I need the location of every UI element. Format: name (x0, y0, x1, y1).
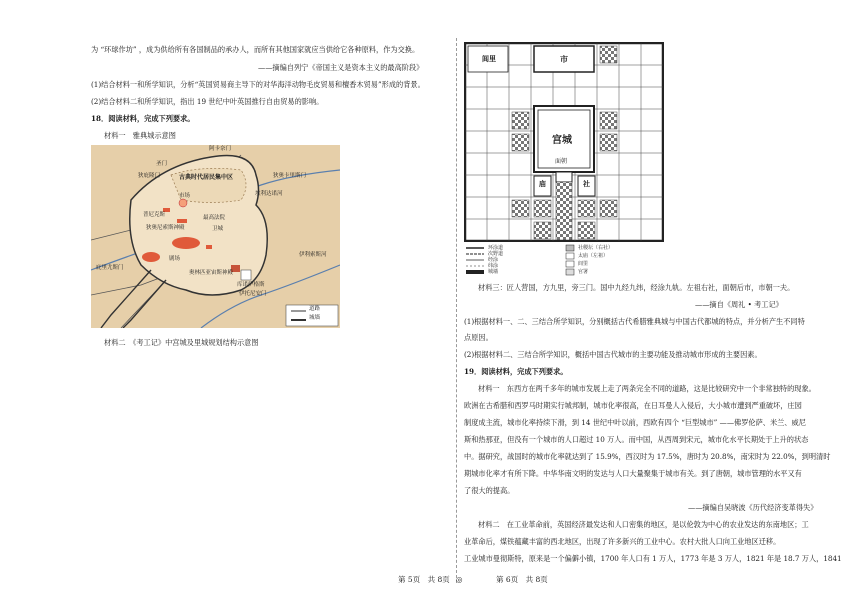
legend-item: 城墙 (488, 269, 499, 275)
material-19-1-line: 中。据研究，战国时的城市化率就达到了 15.9%，西汉时为 17.5%，唐时为 20.8%，南宋时为 22.0%，到明清时 (464, 452, 831, 461)
map-label: 埃利达诺河 (255, 191, 283, 197)
grid-label-altar: 社 (583, 179, 590, 188)
map-label: 伊托尼安门 (239, 291, 267, 297)
legend-item: 社稷坛（右社） (578, 245, 614, 251)
map-label: 古典时代居民集中区 (179, 174, 234, 181)
material-19-1-line: 了很大的提高。 (464, 486, 515, 495)
legend-item: 闾里 (578, 261, 589, 267)
legend-item: 纬涂 (488, 263, 499, 269)
legend-item: 官署 (578, 269, 589, 275)
map-label: 奥林匹亚宙斯神殿 (189, 270, 234, 276)
material-19-2-line: 业革命后，煤铁蕴藏丰富的西北地区，出现了许多新兴的工业中心。农村大批人口向工业地区迁移。 (464, 537, 781, 546)
capital-plan-diagram (464, 42, 664, 242)
question-1: (1)结合材料一和所学知识，分析“英国贸易商主导下的对华海洋动物毛皮贸易和檀香木贸易”形成的背景。 (91, 80, 425, 89)
map-label: 库诺萨格斯 (237, 282, 265, 288)
material-19-1-line: 制度成主流，城市化率持续下滑，到 14 世纪中叶以前，西欧有四个 “巨型城市” ——佛罗伦萨、米兰、威尼 (464, 418, 806, 427)
map-label: 圣门 (156, 161, 168, 167)
question-18-1: (1)根据材料一、二、三结合所学知识，分别概括古代希腊雅典城与中国古代都城的特点，并分析产生不同特 (464, 317, 805, 326)
material-1-caption: 材料一 雅典城示意图 (104, 131, 176, 140)
map-legend-wall: 城墙 (309, 315, 321, 321)
material-19-2-line: 工业城市曼彻斯特，原来是一个偏僻小镇，1700 年人口有 1 万人，1773 年是 3 万人，1821 年是 18.7 万人，1841 (464, 554, 842, 563)
grid-label-court: 面朝 (555, 158, 568, 165)
material-19-2-line: 材料二 在工业革命前，英国经济最发达和人口密集的地区，是以伦敦为中心的农业发达的东南地区；工 (478, 520, 809, 529)
column-divider (456, 38, 457, 583)
grid-label-ancestral: 庙 (539, 179, 546, 188)
material-19-1-line: 斯和热那亚，但没有一个城市的人口超过 10 万人。而中国，从西周到宋元，城市化水平长期处于上升的状态 (464, 435, 809, 444)
question-18-1-cont: 点原因。 (464, 333, 493, 342)
source-citation: ——摘编自列宁《帝国主义是资本主义的最高阶段》 (258, 63, 424, 72)
map-label: 伊利索斯河 (299, 252, 327, 258)
page-number-left: 第 5页 共 8页 (398, 575, 450, 584)
athens-city-map (91, 145, 340, 328)
map-label: 卫城 (212, 226, 224, 232)
map-label: 狄庇隆门 (138, 173, 161, 179)
question-18-2: (2)根据材料二、三结合所学知识，概括中国古代城市的主要功能及推动城市形成的主要因素。 (464, 350, 762, 359)
diagram-legend (464, 244, 664, 276)
legend-item: 经涂 (488, 257, 499, 263)
grid-label-palace: 宫城 (552, 135, 572, 146)
legend-item: 环涂道 (488, 245, 504, 251)
map-label: 剧场 (169, 256, 181, 262)
material-19-1-line: 欧洲在古希腊和西罗马时期实行城邦制，城市化率很高，在日耳曼人入侵后，大小城市遭到严重破坏，庄园 (464, 401, 802, 410)
map-label: 阿卡奈门 (209, 146, 232, 152)
grid-label-market: 市 (560, 54, 568, 64)
source-citation: ——摘自《周礼 • 考工记》 (695, 300, 783, 309)
map-label: 狄奥尼索斯神殿 (146, 225, 185, 231)
source-citation: ——摘编自吴晓波《历代经济变革得失》 (688, 503, 818, 512)
text-line: 为 “环球作坊” ，成为供给所有各国制品的承办人，而所有其他国家就应当供给它各种原料，作为交换。 (91, 45, 420, 54)
question-2: (2)结合材料二和所学知识，指出 19 世纪中叶英国推行自由贸易的影响。 (91, 97, 324, 106)
material-19-1-line: 期城市化率才有所下降。中华华南文明的发达与人口大量聚集于城市有关。到了唐朝，城市管理的水平又有 (464, 469, 802, 478)
material-3: 材料三：匠人营国，方九里，旁三门。国中九经九纬，经涂九轨。左祖右社，面朝后市，市朝一夫。 (478, 283, 795, 292)
question-18-heading: 18．阅读材料，完成下列要求。 (91, 114, 195, 123)
grid-label-lane: 闾里 (482, 54, 496, 63)
map-label: 普尼克斯 (143, 212, 166, 218)
map-label: 最高法院 (203, 215, 226, 221)
fold-mark-icon: ◎ (456, 575, 463, 584)
map-label: 庇里尤斯门 (96, 265, 124, 271)
question-19-heading: 19．阅读材料，完成下列要求。 (464, 367, 568, 376)
map-legend-road: 道路 (309, 306, 321, 312)
legend-item: 太庙（左祖） (578, 253, 609, 259)
material-19-1-line: 材料一 东西方在两千多年的城市发展上走了两条完全不同的道路，这是比较研究中一个非常独特的现象。 (478, 384, 816, 393)
map-label: 市场 (179, 193, 191, 199)
page-number-right: 第 6页 共 8页 (496, 575, 548, 584)
legend-item: 次野道 (488, 251, 504, 257)
map-label: 狄奥卡里斯门 (273, 173, 307, 179)
material-2-caption: 材料二 《考工记》中宫城及里城规划结构示意图 (104, 338, 259, 347)
